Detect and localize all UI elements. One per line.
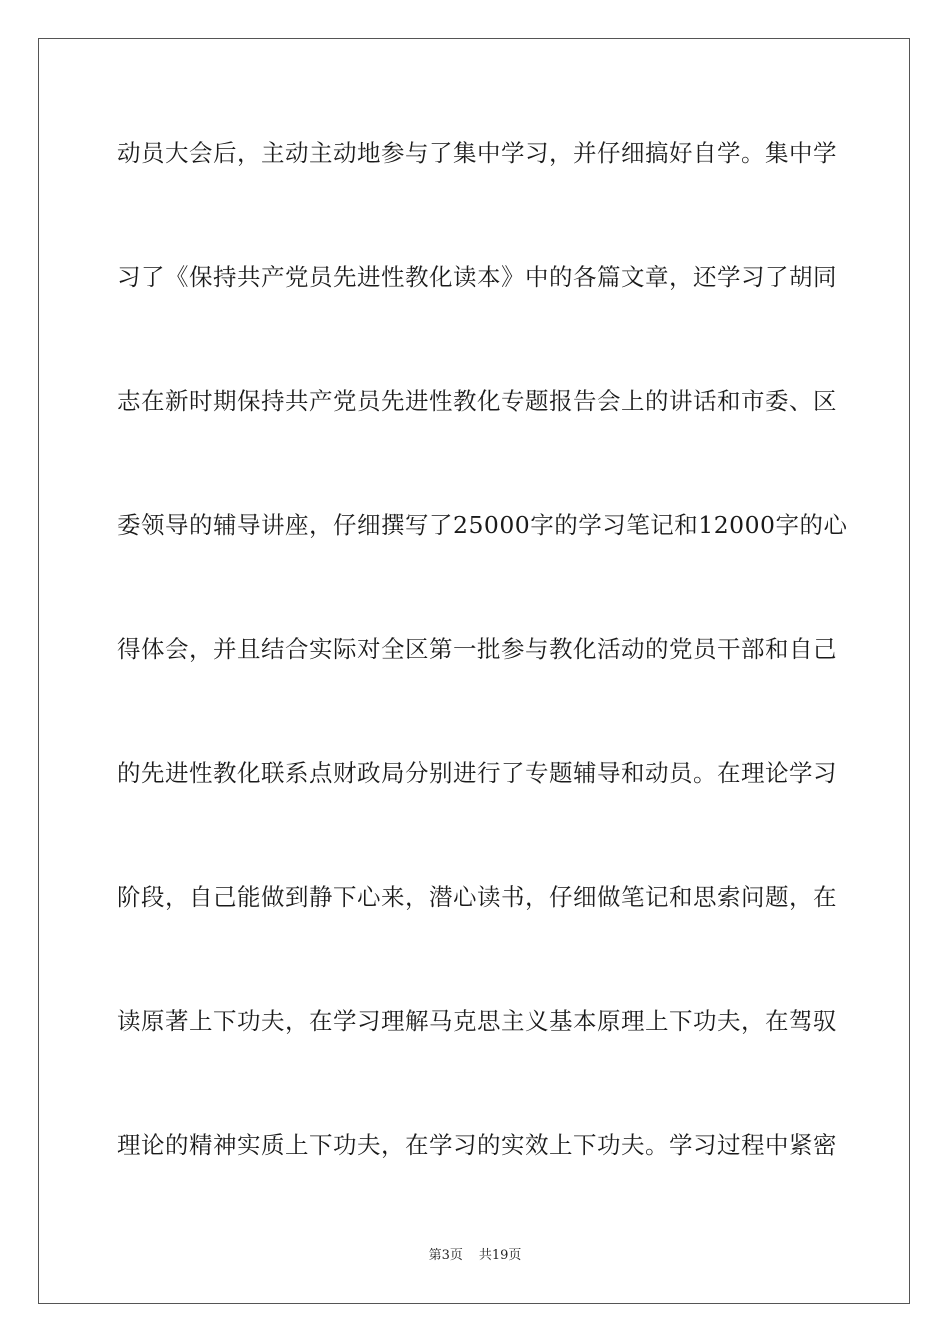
paragraph-line-4: 委领导的辅导讲座，仔细撰写了25000字的学习笔记和12000字的心	[117, 511, 848, 539]
page-footer	[0, 1246, 950, 1266]
paragraph-line-3: 志在新时期保持共产党员先进性教化专题报告会上的讲话和市委、区	[117, 387, 837, 415]
paragraph-line-5: 得体会，并且结合实际对全区第一批参与教化活动的党员干部和自己	[117, 635, 837, 663]
paragraph-line-1: 动员大会后，主动主动地参与了集中学习，并仔细搞好自学。集中学	[117, 139, 837, 167]
page-number: 第3页	[428, 1248, 463, 1263]
paragraph-line-8: 读原著上下功夫，在学习理解马克思主义基本原理上下功夫，在驾驭	[117, 1007, 837, 1035]
document-body	[117, 122, 848, 1238]
total-pages: 共19页	[478, 1248, 522, 1263]
paragraph-line-2: 习了《保持共产党员先进性教化读本》中的各篇文章，还学习了胡同	[117, 263, 837, 291]
paragraph-line-9: 理论的精神实质上下功夫，在学习的实效上下功夫。学习过程中紧密	[117, 1131, 837, 1159]
paragraph-line-7: 阶段，自己能做到静下心来，潜心读书，仔细做笔记和思索问题，在	[117, 883, 837, 911]
paragraph-line-6: 的先进性教化联系点财政局分别进行了专题辅导和动员。在理论学习	[117, 759, 837, 787]
